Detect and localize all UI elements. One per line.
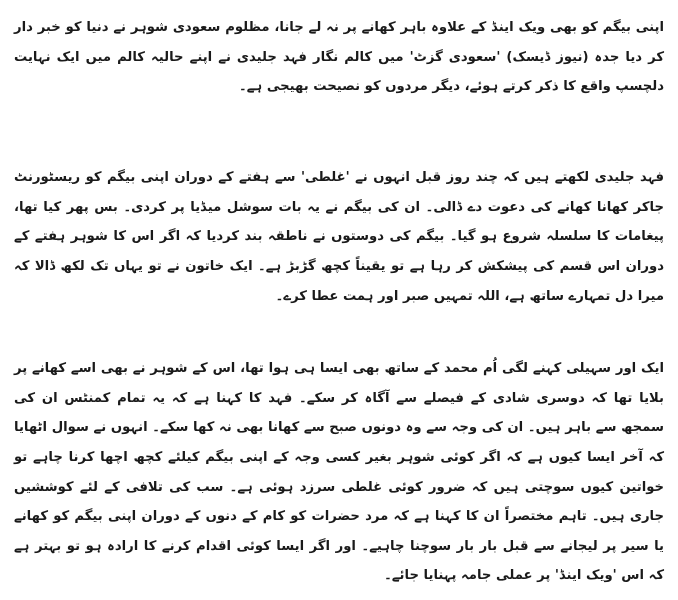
- article-paragraph-story: فہد جلیدی لکھتے ہیں کہ چند روز قبل انہوں نے 'غلطی' سے ہفتے کے دوران اپنی بیگم کو ریسٹورنٹ جاکر کھانا کھانے کی دعوت دے ڈالی۔ ان کی بیگم نے یہ بات سوشل میڈیا پر کردی۔ بس پھر کیا تھا، پیغامات کا سلسلہ شروع ہو گیا۔ بیگم کی دوستوں نے ناطقہ بند کردیا کہ اگر اس کا شوہر ہفتے کے دوران اس قسم کی پیشکش کر رہا ہے تو یقیناً کچھ گڑبڑ ہے۔ ایک خاتون نے تو یہاں تک لکھ ڈالا کہ میرا دل تمہارے ساتھ ہے، اللہ تمہیں صبر اور ہمت عطا کرے۔: [14, 170, 664, 304]
- article-paragraph-conclusion: ایک اور سہیلی کہنے لگی اُم محمد کے ساتھ بھی ایسا ہی ہوا تھا، اس کے شوہر نے بھی اسے کھانے پر بلایا تھا کہ دوسری شادی کے فیصلے سے آگاہ کر سکے۔ فہد کا کہنا ہے کہ یہ تمام کمنٹس ان کی سمجھ سے باہر ہیں۔ ان کی وجہ سے وہ دونوں صبح سے کھانا بھی نہ کھا سکے۔ انہوں نے سوال اٹھایا کہ آخر ایسا کیوں ہے کہ اگر کوئی شوہر بغیر کسی وجہ کے اپنی بیگم کیلئے کچھ اچھا کرنا چاہے تو خواتین کیوں سوچتی ہیں کہ ضرور کوئی غلطی سرزد ہوئی ہے۔ سب کی تلافی کے لئے کوششیں جاری ہیں۔ تاہم مختصراً ان کا کہنا ہے کہ مرد حضرات کو کام کے دنوں کے دوران اپنی بیگم کو کھانے یا سیر پر لیجانے سے قبل بار بار سوچنا چاہیے۔ اور اگر ایسا کوئی اقدام کرنے کا ارادہ ہو تو بہتر ہے کہ اس 'ویک اینڈ' پر عملی جامہ پہنایا جائے۔: [14, 361, 664, 584]
- article-paragraph-intro: اپنی بیگم کو بھی ویک اینڈ کے علاوہ باہر کھانے پر نہ لے جانا، مظلوم سعودی شوہر نے دنیا کو خبر دار کر دیا جدہ (نیوز ڈیسک) 'سعودی گزٹ' میں کالم نگار فہد جلیدی نے اپنے حالیہ کالم میں ایک نہایت دلچسپ واقع کا ذکر کرتے ہوئے، دیگر مردوں کو نصیحت بھیجی ہے۔: [14, 20, 664, 95]
